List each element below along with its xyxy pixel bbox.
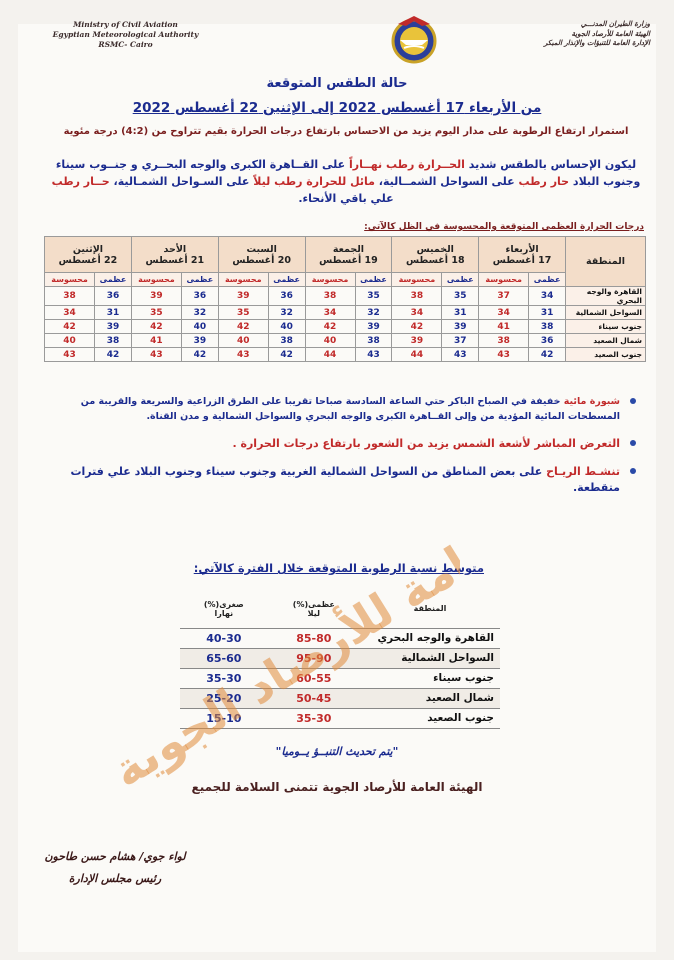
forecast-paragraph: [40, 156, 652, 207]
hum-max: 60-55: [268, 668, 360, 688]
hum-region: السواحل الشمالية: [360, 648, 500, 668]
hum-min-sub: نهارا: [214, 608, 234, 618]
temp-max: 42: [529, 348, 566, 362]
temp-feel: 34: [392, 306, 442, 320]
temp-region: جنوب سيناء: [566, 320, 646, 334]
header-ar-line-3: الإدارة العامة للتنبؤات والإنذار المبكر: [543, 39, 650, 47]
max-label: عظمى: [268, 273, 305, 287]
max-label: عظمى: [95, 273, 132, 287]
ema-logo-icon: [388, 14, 440, 64]
max-label: عظمى: [181, 273, 218, 287]
note-wind-text: على بعض المناطق من السواحل الشمالية الغربية وجنوب سيناء وجنوب البلاد علي فترات متقطعة.: [70, 465, 620, 494]
table-row: [180, 648, 500, 668]
temp-max: 36: [181, 287, 218, 306]
temp-feel: 39: [218, 287, 268, 306]
header-ar-line-1: وزارة الطيران المدنـــي: [580, 20, 650, 28]
note-sun: [36, 436, 644, 452]
temp-max: 40: [268, 320, 305, 334]
temp-max: 39: [181, 334, 218, 348]
signature-title: رئيس مجلس الإدارة: [68, 872, 162, 885]
temperature-table: [44, 236, 646, 362]
feel-label: محسوسة: [131, 273, 181, 287]
temp-max: 32: [268, 306, 305, 320]
hum-max-label: عظمى(%): [292, 599, 335, 609]
header-arabic: [500, 20, 650, 49]
note-fog-text: خفيفة في الصباح الباكر حتي الساعة السادسة صباحا تقريبا على الطرق الزراعية والسريعة والقريبة من المسطحات المائية المؤدية من وإلى القــاهرة الكبرى والوجه البحري والسواحل الشمالية و مدن القناة.: [80, 396, 620, 422]
temp-max: 37: [442, 334, 479, 348]
temp-max: 38: [95, 334, 132, 348]
hum-min: 40-30: [180, 628, 268, 648]
header-ar-line-2: الهيئة العامة للأرصاد الجوية: [571, 29, 650, 38]
humidity-title: متوسط نسبة الرطوبة المتوقعة خلال الفترة كالآتي:: [193, 561, 484, 575]
temp-feel: 34: [479, 306, 529, 320]
temp-max: 42: [181, 348, 218, 362]
temp-max: 35: [355, 287, 392, 306]
hum-min: 25-20: [180, 688, 268, 708]
day-date: 17 أغسطس: [492, 254, 552, 266]
bullet-dot-icon: [630, 440, 636, 446]
day-header: [218, 237, 305, 273]
para-part-d: حار رطب: [518, 175, 570, 188]
note-wind: [36, 464, 644, 496]
temp-region: السواحل الشمالية: [566, 306, 646, 320]
day-header: [305, 237, 392, 273]
day-header: [392, 237, 479, 273]
temp-max: 38: [355, 334, 392, 348]
intro-text: استمرار ارتفاع الرطوبة على مدار اليوم يزيد من الاحساس بارتفاع درجات الحرارة بقيم تتراوح من (4:2) درجة مئوية: [63, 126, 629, 137]
temp-feel: 38: [305, 287, 355, 306]
temp-feel: 41: [479, 320, 529, 334]
humidity-table: [180, 590, 500, 729]
closing-text: الهيئة العامة للأرصاد الجوية تتمنى السلامة للجميع: [191, 780, 483, 794]
temp-max: 31: [529, 306, 566, 320]
update-notice: "يتم تحديث التنبــؤ يــوميا": [275, 745, 399, 758]
temp-region: شمال الصعيد: [566, 334, 646, 348]
temp-feel: 34: [305, 306, 355, 320]
temp-feel: 38: [392, 287, 442, 306]
table-row: [180, 688, 500, 708]
hum-region-header: المنطقة: [360, 590, 500, 628]
signature-name: لواء جوي/ هشام حسن طاحون: [44, 850, 186, 863]
day-name: الإثنين: [72, 243, 104, 255]
temp-max: 35: [442, 287, 479, 306]
notes-list: [36, 394, 644, 508]
temp-feel: 40: [45, 334, 95, 348]
hum-region: القاهرة والوجه البحري: [360, 628, 500, 648]
temp-feel: 43: [479, 348, 529, 362]
temp-max: 38: [268, 334, 305, 348]
hum-max: 35-30: [268, 708, 360, 728]
temp-feel: 41: [131, 334, 181, 348]
day-header: [45, 237, 132, 273]
temp-max: 32: [181, 306, 218, 320]
day-header: [131, 237, 218, 273]
temp-feel: 42: [392, 320, 442, 334]
temp-max: 31: [95, 306, 132, 320]
table-row: [45, 287, 646, 306]
temp-max: 32: [355, 306, 392, 320]
day-date: 22 أغسطس: [58, 254, 118, 266]
temp-feel: 35: [131, 306, 181, 320]
temp-max: 42: [268, 348, 305, 362]
hum-max-sub: ليلا: [307, 608, 320, 618]
day-date: 20 أغسطس: [232, 254, 291, 266]
table-row: [45, 320, 646, 334]
note-sun-text: التعرض المباشر لأشعة الشمس يزيد من الشعور بارتفاع درجات الحرارة .: [232, 437, 620, 450]
hum-region: جنوب الصعيد: [360, 708, 500, 728]
temp-feel: 42: [45, 320, 95, 334]
day-date: 21 أغسطس: [145, 254, 205, 266]
temp-max: 31: [442, 306, 479, 320]
temp-max: 36: [529, 334, 566, 348]
feel-label: محسوسة: [392, 273, 442, 287]
temp-max: 40: [181, 320, 218, 334]
hum-min: 35-30: [180, 668, 268, 688]
temp-feel: 44: [392, 348, 442, 362]
bullet-dot-icon: [630, 468, 636, 474]
table-row: [45, 334, 646, 348]
feel-label: محسوسة: [305, 273, 355, 287]
page-subtitle: من الأربعاء 17 أغسطس 2022 إلى الإثنين 22 أغسطس 2022: [132, 100, 542, 116]
para-part-b: الحــرارة رطب نهــاراً: [349, 158, 465, 171]
hum-min: 65-60: [180, 648, 268, 668]
temp-feel: 40: [218, 334, 268, 348]
temp-feel: 42: [218, 320, 268, 334]
note-wind-highlight: تنشـط الريـاح: [546, 465, 620, 478]
header-en-line-1: Ministry of Civil Aviation: [73, 20, 178, 29]
header-en-line-2: Egyptian Meteorological Authority: [52, 30, 199, 39]
day-date: 19 أغسطس: [319, 254, 378, 266]
feel-label: محسوسة: [45, 273, 95, 287]
para-part-i: علي باقي الأنحاء.: [298, 192, 394, 205]
max-label: عظمى: [355, 273, 392, 287]
hum-region: جنوب سيناء: [360, 668, 500, 688]
para-part-g: على السـواحل الشمـالية،: [109, 175, 254, 188]
temp-feel: 42: [305, 320, 355, 334]
para-part-f: مائل للحرارة رطب ليلاً: [253, 175, 375, 188]
hum-max-header: [268, 590, 360, 628]
temp-feel: 44: [305, 348, 355, 362]
temp-max: 39: [355, 320, 392, 334]
note-fog: [36, 394, 644, 424]
temp-feel: 39: [392, 334, 442, 348]
hum-max: 95-90: [268, 648, 360, 668]
temp-feel: 38: [45, 287, 95, 306]
temps-title: درجات الحرارة العظمى المتوقعة والمحسوسة في الظل كالآتي:: [364, 222, 644, 232]
temp-feel: 35: [218, 306, 268, 320]
bullet-dot-icon: [630, 398, 636, 404]
temp-max: 42: [95, 348, 132, 362]
para-part-e: على السواحل الشمــالية،: [374, 175, 519, 188]
table-row: [180, 628, 500, 648]
day-name: الجمعة: [332, 243, 365, 255]
para-part-a: ليكون الإحساس بالطقس شديد: [464, 158, 637, 171]
temp-max: 39: [442, 320, 479, 334]
table-row: [45, 306, 646, 320]
day-date: 18 أغسطس: [405, 254, 465, 266]
temp-max: 38: [529, 320, 566, 334]
hum-max: 50-45: [268, 688, 360, 708]
feel-label: محسوسة: [218, 273, 268, 287]
hum-region: شمال الصعيد: [360, 688, 500, 708]
day-name: الخميس: [416, 243, 454, 255]
day-name: الأربعاء: [505, 243, 539, 255]
hum-max: 85-80: [268, 628, 360, 648]
temp-max: 36: [268, 287, 305, 306]
feel-label: محسوسة: [479, 273, 529, 287]
temp-max: 36: [95, 287, 132, 306]
day-name: الأحد: [163, 243, 187, 255]
max-label: عظمى: [442, 273, 479, 287]
temp-feel: 37: [479, 287, 529, 306]
table-row: [180, 668, 500, 688]
temp-feel: 39: [131, 287, 181, 306]
header-en-line-3: RSMC- Cairo: [98, 40, 153, 49]
temp-region: جنوب الصعيد: [566, 348, 646, 362]
temp-region: القاهرة والوجه البحري: [566, 287, 646, 306]
table-row: [45, 348, 646, 362]
day-name: السبت: [246, 243, 277, 255]
hum-min-header: [180, 590, 268, 628]
temp-feel: 40: [305, 334, 355, 348]
temp-feel: 43: [131, 348, 181, 362]
hum-min: 15-10: [180, 708, 268, 728]
hum-min-label: صغرى(%): [203, 599, 244, 609]
temp-max: 34: [529, 287, 566, 306]
temp-feel: 34: [45, 306, 95, 320]
temp-feel: 42: [131, 320, 181, 334]
temp-max: 43: [442, 348, 479, 362]
table-row: [180, 708, 500, 728]
note-fog-highlight: شبورة مائية: [563, 396, 620, 407]
para-part-c: على القــاهرة الكبرى والوجه البحــري و جنــوب سيناء وجنوب البلاد: [55, 158, 641, 188]
temps-region-header: المنطقة: [566, 237, 646, 287]
temp-feel: 38: [479, 334, 529, 348]
day-header: [479, 237, 566, 273]
temp-max: 39: [95, 320, 132, 334]
temp-feel: 43: [45, 348, 95, 362]
page-title: حالة الطقس المتوقعة: [266, 76, 408, 91]
temp-max: 43: [355, 348, 392, 362]
header-english: [38, 20, 213, 50]
para-part-h: حــار رطب: [51, 175, 110, 188]
max-label: عظمى: [529, 273, 566, 287]
temp-feel: 43: [218, 348, 268, 362]
